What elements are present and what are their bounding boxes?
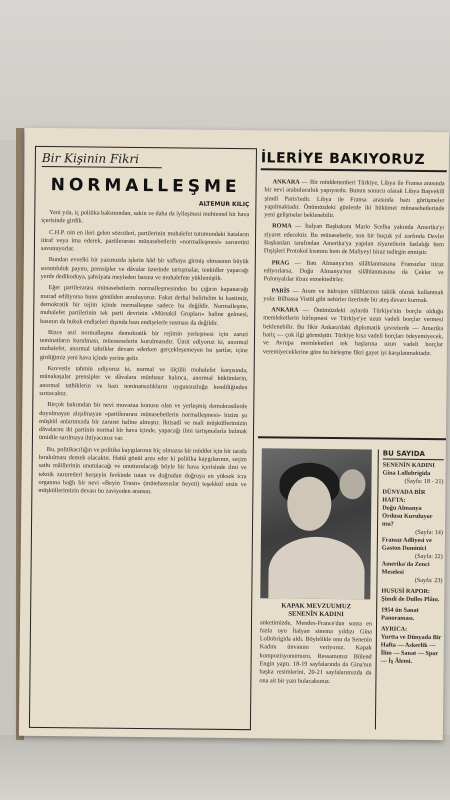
contents-item-sub: Gina Lollobrigida (382, 469, 431, 478)
news-city: ROMA (272, 222, 292, 231)
paragraph: Eğer partilerarası münasebetlerin normalleşmesinden bu çığırın kapanacağı murad ediliyorsa bunu gönülden arzuluyoruz. Fakat derhal belirtelim ki kastimiz, demokratik bir rejim içinde normalleşme sadece bu değildir. Normalleşme, muhalefet partilerinin tek parti devrinin «Müstakil Grupları» haline gelmesi, basının da hukuk endişeleri dışında bazı endişelerle susması da değildir. (40, 284, 249, 327)
contents-item-title: DÜNYADA BİR HAFTA: (382, 488, 426, 504)
contents-item-page: (Sayfa: 18 - 21) (404, 477, 444, 486)
news-item (264, 223, 444, 258)
contents-item-sub: Yurtta ve Dünyada Bir Hafta — Askerlik — İlim — Sanat — Spor — İş Âlemi. (380, 633, 442, 665)
news-text: — İtalyan Başbakanı Mario Scelba yakında Amerika'yı ziyaret edecektir. Bu münasebetle, son bir buçuk yıl zarfında Devlet Başkanları tarafından Amerika'ya yapılan ziyaretlerin fazlalığı hem Dışişleri Protokol kısmını hem de Maliyeyi biraz tedirgin etmiştir. (263, 223, 445, 257)
news-item (263, 306, 444, 358)
paragraph: Bundan evvelki bir yazımızda işlerin hâd bir safhaya girmiş olmasının büyük sorumluluk payını, prensipler ve dâvalar üzerinde tartışmalar, tenkidler yapacağı yerde dedikoduya, şahsiyata meyleden basına ve muhalefete yüklemiştik. (40, 256, 249, 282)
contents-header: BU SAYIDA (383, 450, 444, 461)
contents-item-title: HUSUSİ RAPOR: (381, 587, 431, 596)
contents-item-title: AYRICA: (380, 625, 408, 633)
contents-item-page: (Sayfa: 23) (414, 576, 443, 585)
cover-story-text: anketimizde, Mendes-France'dan sonra en fazla oyu İtalyan sinema yıldızı Gina Lollobrigida aldı. Böylelikle onu da Senenin Kadını ünvanını veriyoruz. Kapak kompozisyonumuzu, Ressamımız Bülend Engin yaptı. 18-19 sayfalarında da Gina'nın başka resimlerini, 20-21 sayfalarımızda da ona ait bir yazı bulacaksınız. (259, 618, 373, 685)
cover-photo (260, 448, 372, 599)
contents-item-sub: Amerika'da Zenci Meselesi (381, 560, 430, 576)
opinion-column (29, 146, 257, 730)
contents-sidebar (375, 450, 444, 731)
contents-item-title: SENENİN KADINI (382, 461, 435, 470)
news-text: — Önümüzdeki aylarda Türkiye'nin borçlu olduğu memleketlerin birleşmesi ve Türkiye'ye uzun vadeli borçlar vermesi beklenebilir. Bu fikir Ankara'daki diplomatik çevrelerde — Amerika hariç — çok ilgi görmüştür. Türkiye kısa vadeli borçları ödeyemiyecek, ve Avrupa memleketleri tek başlarına uzun vadeli borçlar veremiyeceklerine göre bu birleşme fikri gayet iyi karşılanmaktadır. (262, 306, 444, 357)
news-city: ANKARA (272, 178, 300, 186)
section-divider (258, 436, 446, 440)
cover-story-subtitle: SENENİN KADINI (288, 610, 344, 619)
contents-item-page: (Sayfa: 14) (415, 528, 444, 537)
news-item (264, 259, 444, 286)
portrait-shoulders (268, 536, 365, 599)
paragraph: Yeni yıla, iç politika bakımından, sakin ve daha da iyileşmesi muhtemel bir hava içerisinde girdik. (41, 209, 250, 225)
news-city: PARİS (271, 286, 290, 295)
news-briefs (263, 178, 445, 361)
article-body (38, 209, 249, 498)
paragraph: Bizce asıl normalleşme demokratik bir rejimin yerleşmesi için zaruri teminatların kurulması, müesseselerin kurulmasıdır. Ümit ediyoruz ki, anormal muhalefet, anormal tahrikler devam ederken gerçekleşemeyen bu şartlar, içine girdiğimiz yeni hava içinde yerine gelir. (39, 328, 249, 362)
news-city: PRAG (271, 259, 290, 267)
contents-item-sub: 1954 ün Sanat Panoraması. (381, 606, 419, 622)
news-text: — Batı Almanya'nın silâhlanmasına Fransızlar itiraz ediyorlarsa, Doğu Almanya'nın silâhlanmasına da Çekler ve Polonyalılar itiraz etmektedirler. (263, 259, 444, 284)
news-city: ANKARA (271, 306, 299, 314)
contents-item-page: (Sayfa: 22) (415, 552, 443, 561)
headline: NORMALLEŞME (50, 175, 241, 198)
magazine-page (19, 128, 449, 740)
contents-item-sub: Fransız Adliyesi ve Gaston Dominici (381, 536, 432, 553)
section-label: Bir Kişinin Fikri (42, 151, 162, 168)
cover-story-caption (259, 602, 372, 686)
flower-shape (339, 469, 365, 499)
news-item (263, 287, 443, 305)
news-section-header: İLERİYE BAKIYORUZ (261, 150, 447, 172)
news-item (264, 178, 444, 221)
author-byline: ALTEMUR KILIÇ (198, 200, 250, 209)
news-text: — Atom ve hidrojen silâhlarının taktik olarak kullanmak yola: Bilhassa Vistül gibi nehirler üzerinde bir ateş duvarı kurmak. (263, 287, 444, 304)
contents-item-sub: Şimdi de Dulles Plânı. (381, 595, 440, 604)
paragraph: Bu, politikacılığın ve politika kaygılarının hiç olmazsa bir müddet için bir tarafa bırakılması demek olacaktır. Hattâ gönül arzu eder ki politika kaygılarının, seçim sathı mâillerinin unutulacağı ve unutturulacağı böyle bir hava içerisinde ilmi ve teknik zaruretleri herşeyin fevkinde tutan ve doğrudan doğruya en yüksek icra organına bağlı bir nevi «Beyin Trustı» (mütehassıslar heyeti) teşekkül etsin ve müşküllerimizin devası bu zaviyeden aransın. (38, 445, 247, 496)
paragraph: Kuvvetle tahmin ediyoruz ki, normal ve ölçülü muhalefet karşısında, münakaşalar prensipler ve dâvalara münhasır kalınca, anormal hükümlerin, anormal tathiklerin ve bazı teminatsızlıkların uygunsuzluğu kendiliğinden sırıtacaktır. (39, 365, 248, 398)
portrait-face (287, 477, 332, 531)
cover-story-title: KAPAK MEVZUUMUZ (281, 602, 352, 611)
table-surface-top (0, 0, 450, 140)
paragraph: C.H.P. nin en ileri gelen sözcüleri, partilerinin muhalefet tutumundaki hataların itiraf veya ima ederek, partilerarası münasebetlerin «normalleşmesi» zaruretini savunuyorlar. (40, 228, 250, 253)
contents-item-sub: Doğu Almanya Ordusu Kuruluyor mu? (382, 504, 433, 528)
paragraph: Birçok bakımdan bir nevi muvazaa konusu olan ve yerleşmiş demokrasilerde duyulmayan alışılmayan «partilerarası münasebetlerin normalleşmesi» bizim şu müşkül anlarımızda bir zaruret haline almıştır. İktisadi ve mali müşküllerimizin dâvalarını iki partinin normal bir hava içinde, yapacağı ilmi tartışmalarla bulmak ümidile sarılmaya ihtiyacımız var. (38, 401, 248, 443)
news-text: — Bir müddettenberi Türkiye, Libya ile Fransa arasında bir nevi arabuluculuk yapıyordu. Bunun sonucu olarak Libya Başvekili şimdi Paris'tedir. Libya ile Fransa arasında bazı görüşmeler yapılmaktadır. Önümüzdeki günlerde iki hükümet münasebetlerinde yeni gelişmeler beklenebilir. (264, 178, 445, 220)
table-surface-bottom (0, 735, 450, 800)
